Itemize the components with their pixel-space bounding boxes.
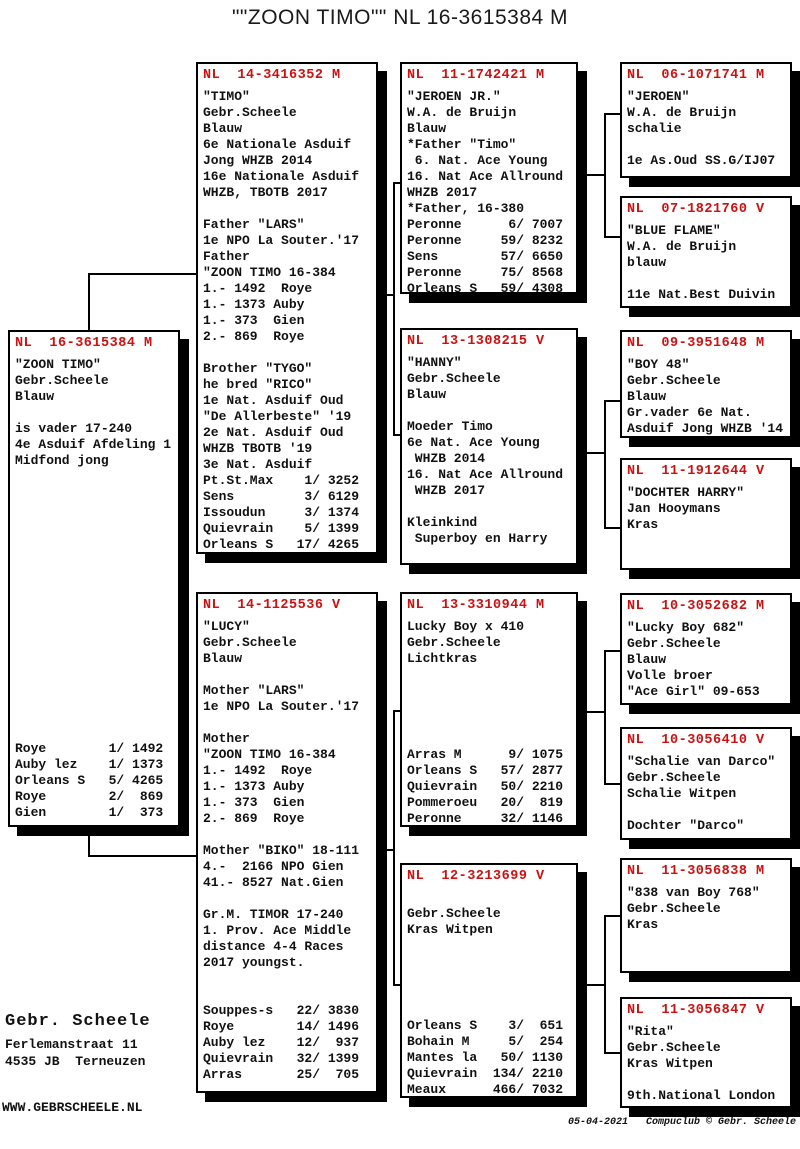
box-text-line: Superboy en Harry (407, 531, 548, 546)
box-text-line: Gebr.Scheele (203, 105, 297, 120)
connector-line (393, 710, 400, 712)
pedigree-box-fm-mother (620, 458, 792, 570)
box-text-line: Quievrain 32/ 1399 (203, 1051, 360, 1066)
box-text-line: 1.- 373 Gien (203, 795, 305, 810)
box-text-line (203, 201, 372, 217)
box-text-line: 3e Nat. Asduif (203, 457, 313, 472)
box-text-line: "TIMO" (203, 89, 250, 104)
box-lines (627, 357, 786, 437)
pedigree-box-mother (196, 592, 378, 1093)
box-text-line: Gr.M. TIMOR 17-240 (203, 907, 344, 922)
box-text-line: "BLUE FLAME" (627, 223, 721, 238)
box-text-line: 1.- 1373 Auby (203, 297, 305, 312)
box-text-line: 2.- 869 Roye (203, 811, 305, 826)
box-text-line: Kleinkind (407, 515, 478, 530)
owner-website: WWW.GEBRSCHEELE.NL (2, 1100, 143, 1115)
box-text-line: Quievrain 50/ 2210 (407, 779, 564, 794)
ring-number: NL 09-3951648 M (627, 336, 765, 351)
connector-line (393, 710, 395, 986)
box-lines (407, 619, 572, 827)
ring-number: NL 12-3213699 V (407, 869, 545, 884)
box-text-line: Jan Hooymans (627, 501, 721, 516)
box-text-line: Orleans S 57/ 2877 (407, 763, 564, 778)
box-text-line: Father "LARS" (203, 217, 305, 232)
connector-line (604, 527, 620, 529)
pedigree-box-father (196, 62, 378, 554)
ring-number: NL 11-3056838 M (627, 864, 765, 879)
box-text-line: Mother "LARS" (203, 683, 305, 698)
box-text-line (407, 986, 572, 1002)
connector-line (604, 1052, 620, 1054)
box-text-line (407, 731, 572, 747)
box-text-line (407, 715, 572, 731)
connector-line (393, 182, 400, 184)
box-lines (627, 89, 786, 169)
box-text-line: *Father "Timo" (407, 137, 517, 152)
box-text-line (203, 971, 372, 987)
box-text-line: Kras Witpen (627, 1056, 713, 1071)
box-text-line: WHZB 2014 (407, 451, 486, 466)
box-text-line: Auby lez 1/ 1373 (15, 757, 164, 772)
box-text-line: Blauw (407, 387, 447, 402)
box-text-line: 1e NPO La Souter.'17 (203, 233, 360, 248)
box-text-line (15, 549, 174, 565)
box-text-line: is vader 17-240 (15, 421, 133, 436)
box-lines (203, 89, 372, 553)
pedigree-box-fm-father (620, 330, 792, 438)
box-text-line (407, 667, 572, 683)
box-text-line: 2.- 869 Roye (203, 329, 305, 344)
box-text-line: Gebr.Scheele (407, 906, 501, 921)
box-text-line: WHZB 2017 (407, 185, 478, 200)
box-text-line: Jong WHZB 2014 (203, 153, 313, 168)
box-text-line: Issoudun 3/ 1374 (203, 505, 360, 520)
box-text-line: Mantes la 50/ 1130 (407, 1050, 564, 1065)
box-text-line: Gebr.Scheele (627, 1040, 721, 1055)
box-text-line: Dochter "Darco" (627, 818, 745, 833)
box-text-line (203, 827, 372, 843)
box-lines (627, 885, 786, 933)
box-text-line: Gr.vader 6e Nat. (627, 405, 752, 420)
box-text-line: Quievrain 134/ 2210 (407, 1066, 564, 1081)
box-text-line: Quievrain 5/ 1399 (203, 521, 360, 536)
box-text-line (15, 693, 174, 709)
box-text-line: Blauw (203, 121, 243, 136)
box-text-line: Arras 25/ 705 (203, 1067, 360, 1082)
box-text-line: Blauw (203, 651, 243, 666)
box-text-line (15, 629, 174, 645)
box-lines (627, 1024, 786, 1104)
box-text-line: "Schalie van Darco" (627, 754, 776, 769)
box-text-line (15, 469, 174, 485)
connector-line (604, 915, 606, 1054)
box-lines (627, 223, 786, 303)
pedigree-box-f-mother (400, 328, 578, 565)
box-text-line (627, 1072, 786, 1088)
ring-number: NL 11-1912644 V (627, 464, 765, 479)
page-title: ""ZOON TIMO"" NL 16-3615384 M (231, 6, 569, 29)
ring-number: NL 11-1742421 M (407, 68, 545, 83)
ring-number: NL 14-1125536 V (203, 598, 341, 613)
box-text-line (627, 271, 786, 287)
box-text-line: *Father, 16-380 (407, 201, 525, 216)
box-text-line: he bred "RICO" (203, 377, 313, 392)
box-text-line: 2017 youngst. (203, 955, 305, 970)
box-text-line: 6. Nat. Ace Young (407, 153, 548, 168)
pedigree-box-m-father (400, 592, 578, 827)
box-lines (407, 355, 572, 547)
box-text-line: distance 4-4 Races (203, 939, 344, 954)
box-text-line (407, 954, 572, 970)
connector-line (604, 400, 620, 402)
box-text-line: Gien 1/ 373 (15, 805, 164, 820)
box-text-line (15, 517, 174, 533)
pedigree-box-mf-father (620, 593, 792, 705)
box-text-line: Father (203, 249, 250, 264)
connector-line (578, 452, 606, 454)
connector-line (604, 915, 620, 917)
box-text-line: Gebr.Scheele (407, 371, 501, 386)
box-text-line: 1. Prov. Ace Middle (203, 923, 352, 938)
box-text-line (407, 970, 572, 986)
box-text-line: Orleans S 5/ 4265 (15, 773, 164, 788)
box-lines (15, 357, 174, 821)
box-text-line: Gebr.Scheele (203, 635, 297, 650)
box-text-line: schalie (627, 121, 682, 136)
box-text-line: Asduif Jong WHZB '14 (627, 421, 784, 436)
connector-line (393, 434, 400, 436)
box-text-line: Midfond jong (15, 453, 109, 468)
box-text-line: Blauw (407, 121, 447, 136)
pedigree-box-mf-mother (620, 727, 792, 840)
box-text-line: 1.- 1373 Auby (203, 779, 305, 794)
box-text-line: 16. Nat Ace Allround (407, 169, 564, 184)
connector-line (393, 182, 395, 436)
box-text-line: Gebr.Scheele (627, 901, 721, 916)
box-text-line: WHZB TBOTB '19 (203, 441, 313, 456)
box-text-line: 16. Nat Ace Allround (407, 467, 564, 482)
box-text-line: Moeder Timo (407, 419, 493, 434)
ring-number: NL 11-3056847 V (627, 1003, 765, 1018)
box-text-line: "Rita" (627, 1024, 674, 1039)
box-text-line: W.A. de Bruijn (627, 239, 737, 254)
box-text-line: Blauw (627, 389, 667, 404)
box-lines (407, 89, 572, 294)
ring-number: NL 13-1308215 V (407, 334, 545, 349)
connector-line (604, 113, 606, 238)
box-text-line (203, 891, 372, 907)
box-text-line (203, 667, 372, 683)
box-text-line (203, 715, 372, 731)
box-text-line: Orleans S 59/ 4308 (407, 281, 564, 294)
pedigree-box-f-father (400, 62, 578, 294)
box-text-line: 1.- 373 Gien (203, 313, 305, 328)
box-text-line: 1.- 1492 Roye (203, 281, 313, 296)
box-text-line: Peronne 6/ 7007 (407, 217, 564, 232)
box-text-line: 1e Nat. Asduif Oud (203, 393, 344, 408)
box-text-line: Roye 2/ 869 (15, 789, 164, 804)
box-text-line: "JEROEN JR." (407, 89, 501, 104)
ring-number: NL 13-3310944 M (407, 598, 545, 613)
ring-number: NL 07-1821760 V (627, 202, 765, 217)
box-text-line: Kras Witpen (407, 922, 493, 937)
box-text-line: Roye 14/ 1496 (203, 1019, 360, 1034)
box-text-line: Arras M 9/ 1075 (407, 747, 564, 762)
box-text-line: Mother (203, 731, 250, 746)
ring-number: NL 14-3416352 M (203, 68, 341, 83)
box-text-line (15, 501, 174, 517)
box-text-line: Lucky Boy x 410 (407, 619, 525, 634)
box-text-line: Gebr.Scheele (627, 636, 721, 651)
connector-line (578, 711, 606, 713)
box-text-line: "ZOON TIMO 16-384 (203, 747, 336, 762)
box-text-line: 6e Nationale Asduif (203, 137, 352, 152)
box-text-line (407, 403, 572, 419)
owner-name: Gebr. Scheele (5, 1012, 151, 1031)
box-text-line (15, 597, 174, 613)
connector-line (604, 236, 620, 238)
ring-number: NL 06-1071741 M (627, 68, 765, 83)
ring-number: NL 10-3052682 M (627, 599, 765, 614)
box-text-line (203, 987, 372, 1003)
box-lines (627, 485, 786, 533)
box-text-line: 1.- 1492 Roye (203, 763, 313, 778)
box-text-line (627, 137, 786, 153)
box-text-line: Gebr.Scheele (15, 373, 109, 388)
box-text-line: Roye 1/ 1492 (15, 741, 164, 756)
connector-line (578, 984, 606, 986)
box-text-line: Blauw (627, 652, 667, 667)
owner-address-city: 4535 JB Terneuzen (5, 1054, 146, 1069)
box-text-line: Bohain M 5/ 254 (407, 1034, 564, 1049)
box-text-line: 4.- 2166 NPO Gien (203, 859, 344, 874)
box-text-line: "LUCY" (203, 619, 250, 634)
box-text-line: "ZOON TIMO" (15, 357, 101, 372)
box-text-line: 6e Nat. Ace Young (407, 435, 540, 450)
box-text-line: 11e Nat.Best Duivin (627, 287, 776, 302)
box-text-line (407, 938, 572, 954)
connector-line (88, 273, 196, 275)
box-text-line: Peronne 59/ 8232 (407, 233, 564, 248)
pedigree-box-mm-mother (620, 997, 792, 1108)
box-lines (203, 619, 372, 1083)
connector-line (604, 783, 620, 785)
connector-line (604, 400, 606, 529)
box-text-line: Sens 3/ 6129 (203, 489, 360, 504)
pedigree-box-mm-father (620, 858, 792, 973)
box-text-line: Gebr.Scheele (627, 373, 721, 388)
box-text-line (407, 1002, 572, 1018)
box-text-line: Auby lez 12/ 937 (203, 1035, 360, 1050)
connector-line (393, 984, 400, 986)
box-text-line: "838 van Boy 768" (627, 885, 760, 900)
box-text-line: 41.- 8527 Nat.Gien (203, 875, 344, 890)
box-text-line: Blauw (15, 389, 55, 404)
box-text-line: Kras (627, 517, 659, 532)
box-text-line (407, 499, 572, 515)
box-text-line (407, 683, 572, 699)
box-text-line: 9th.National London (627, 1088, 776, 1103)
box-text-line (407, 890, 572, 906)
box-text-line: Peronne 75/ 8568 (407, 265, 564, 280)
box-text-line: "HANNY" (407, 355, 462, 370)
box-text-line (203, 345, 372, 361)
box-text-line: Pt.St.Max 1/ 3252 (203, 473, 360, 488)
pedigree-box-ff-father (620, 62, 792, 178)
connector-line (604, 650, 606, 785)
box-text-line: Gebr.Scheele (407, 635, 501, 650)
box-text-line: "De Allerbeste" '19 (203, 409, 352, 424)
box-text-line: 1e NPO La Souter.'17 (203, 699, 360, 714)
box-text-line: "BOY 48" (627, 357, 690, 372)
box-text-line (15, 485, 174, 501)
pedigree-box-subject (8, 330, 180, 827)
box-text-line: 4e Asduif Afdeling 1 (15, 437, 172, 452)
connector-line (604, 113, 620, 115)
print-credit: 05-04-2021 Compuclub © Gebr. Scheele (567, 1117, 796, 1128)
box-text-line (15, 661, 174, 677)
box-text-line: blauw (627, 255, 667, 270)
pedigree-box-ff-mother (620, 196, 792, 308)
box-text-line (15, 709, 174, 725)
box-text-line: Kras (627, 917, 659, 932)
connector-line (88, 855, 196, 857)
box-text-line (15, 533, 174, 549)
box-lines (627, 754, 786, 834)
box-text-line: Orleans S 17/ 4265 (203, 537, 360, 552)
box-text-line: Sens 57/ 6650 (407, 249, 564, 264)
box-text-line: "DOCHTER HARRY" (627, 485, 745, 500)
box-lines (407, 890, 572, 1098)
box-text-line: Orleans S 3/ 651 (407, 1018, 564, 1033)
box-text-line (15, 677, 174, 693)
box-text-line (15, 565, 174, 581)
owner-address-street: Ferlemanstraat 11 (5, 1037, 138, 1052)
box-text-line: W.A. de Bruijn (407, 105, 517, 120)
box-text-line: "Ace Girl" 09-653 (627, 684, 760, 699)
box-text-line: 2e Nat. Asduif Oud (203, 425, 344, 440)
box-text-line: Lichtkras (407, 651, 478, 666)
box-text-line: WHZB, TBOTB 2017 (203, 185, 328, 200)
box-text-line: Brother "TYGO" (203, 361, 313, 376)
box-text-line: 1e As.Oud SS.G/IJ07 (627, 153, 776, 168)
box-lines (627, 620, 786, 700)
box-text-line (15, 613, 174, 629)
box-text-line (15, 725, 174, 741)
box-text-line: Gebr.Scheele (627, 770, 721, 785)
box-text-line: Schalie Witpen (627, 786, 737, 801)
box-text-line: WHZB 2017 (407, 483, 486, 498)
box-text-line: Mother "BIKO" 18-111 (203, 843, 360, 858)
box-text-line: W.A. de Bruijn (627, 105, 737, 120)
connector-line (604, 650, 620, 652)
box-text-line: 16e Nationale Asduif (203, 169, 360, 184)
box-text-line: Pommeroeu 20/ 819 (407, 795, 564, 810)
box-text-line: Peronne 32/ 1146 (407, 811, 564, 826)
box-text-line: Meaux 466/ 7032 (407, 1082, 564, 1097)
box-text-line (15, 645, 174, 661)
box-text-line: "Lucky Boy 682" (627, 620, 745, 635)
box-text-line (15, 581, 174, 597)
box-text-line (407, 699, 572, 715)
box-text-line (627, 802, 786, 818)
box-text-line: "ZOON TIMO 16-384 (203, 265, 336, 280)
ring-number: NL 10-3056410 V (627, 733, 765, 748)
box-text-line: "JEROEN" (627, 89, 690, 104)
box-text-line: Volle broer (627, 668, 713, 683)
pedigree-box-m-mother (400, 863, 578, 1098)
ring-number: NL 16-3615384 M (15, 336, 153, 351)
box-text-line: Souppes-s 22/ 3830 (203, 1003, 360, 1018)
box-text-line (15, 405, 174, 421)
connector-line (578, 174, 606, 176)
